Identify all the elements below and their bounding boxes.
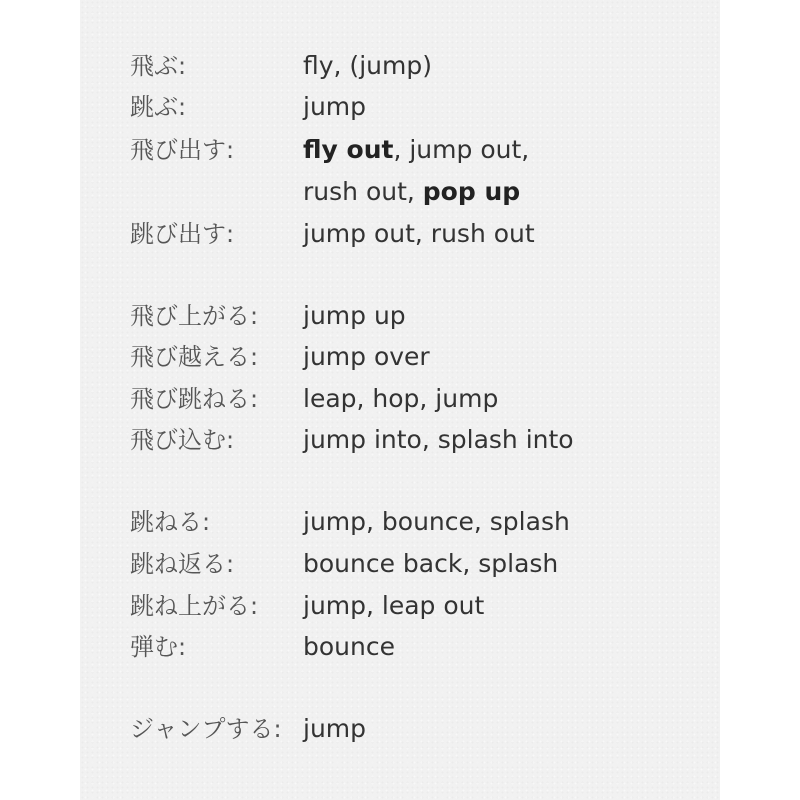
gloss-text: fly, (jump) bbox=[303, 51, 432, 80]
japanese-term: 飛び越える: bbox=[130, 343, 259, 371]
gloss-text: jump into, splash into bbox=[303, 425, 574, 454]
english-gloss bbox=[303, 337, 430, 377]
gloss-text: jump out, rush out bbox=[303, 219, 535, 248]
english-gloss bbox=[303, 172, 520, 212]
gloss-text: , jump out, bbox=[393, 135, 530, 164]
english-gloss bbox=[303, 502, 570, 542]
gloss-text: bounce bbox=[303, 632, 395, 661]
english-gloss bbox=[303, 379, 498, 419]
vocabulary-sheet bbox=[80, 0, 720, 800]
japanese-term: 飛び込む: bbox=[130, 426, 235, 454]
japanese-term: 飛び跳ねる: bbox=[130, 385, 259, 413]
gloss-text: jump up bbox=[303, 301, 406, 330]
japanese-term: 弾む: bbox=[130, 633, 187, 661]
japanese-term: 跳び出す: bbox=[130, 220, 235, 248]
english-gloss bbox=[303, 296, 406, 336]
gloss-text: jump, bounce, splash bbox=[303, 507, 570, 536]
english-gloss bbox=[303, 46, 432, 86]
gloss-text: bounce back, splash bbox=[303, 549, 559, 578]
english-gloss bbox=[303, 87, 366, 127]
english-gloss bbox=[303, 420, 574, 460]
english-gloss bbox=[303, 544, 558, 584]
japanese-term: 跳ね返る: bbox=[130, 550, 235, 578]
gloss-emphasis: pop up bbox=[422, 177, 521, 206]
japanese-term: 飛ぶ: bbox=[130, 52, 187, 80]
gloss-text: jump, leap out bbox=[303, 591, 485, 620]
gloss-text: jump bbox=[303, 92, 367, 121]
japanese-term: 飛び上がる: bbox=[130, 302, 259, 330]
japanese-term: ジャンプする: bbox=[130, 715, 282, 743]
gloss-emphasis: fly out bbox=[303, 135, 394, 164]
gloss-text: jump bbox=[303, 714, 367, 743]
gloss-text: leap, hop, jump bbox=[303, 384, 499, 413]
japanese-term: 跳ねる: bbox=[130, 508, 211, 536]
english-gloss bbox=[303, 627, 395, 667]
english-gloss bbox=[303, 586, 484, 626]
japanese-term: 飛び出す: bbox=[130, 136, 235, 164]
english-gloss bbox=[303, 214, 535, 254]
english-gloss bbox=[303, 130, 529, 170]
english-gloss bbox=[303, 709, 366, 749]
gloss-text: jump over bbox=[303, 342, 430, 371]
japanese-term: 跳ね上がる: bbox=[130, 592, 259, 620]
japanese-term: 跳ぶ: bbox=[130, 93, 187, 121]
gloss-text: rush out, bbox=[303, 177, 423, 206]
